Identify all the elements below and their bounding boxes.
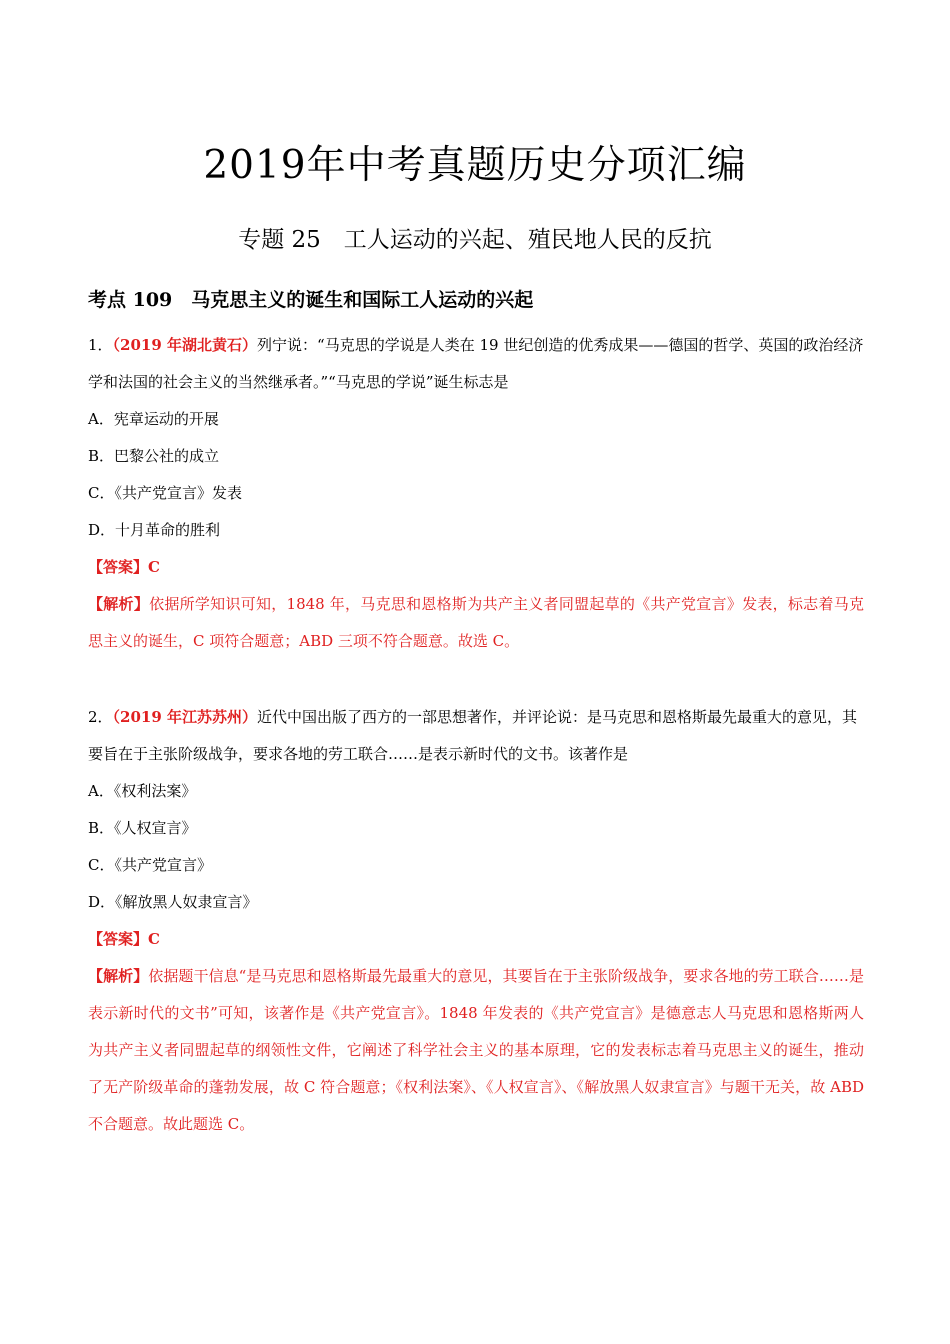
question-number: 1． xyxy=(88,336,113,354)
analysis xyxy=(88,958,864,1143)
answer xyxy=(88,549,864,586)
analysis xyxy=(88,586,864,660)
section-heading: 考点 109 马克思主义的诞生和国际工人运动的兴起 xyxy=(88,289,534,311)
question-source: （2019 年江苏苏州） xyxy=(112,708,258,726)
option-a: A．《权利法案》 xyxy=(88,782,197,800)
analysis-label: 【解析】 xyxy=(88,595,150,613)
answer-value: C xyxy=(148,558,160,576)
option-c: C．《共产党宣言》发表 xyxy=(88,484,242,502)
option-b: B．《人权宣言》 xyxy=(88,819,197,837)
option-c: C．《共产党宣言》 xyxy=(88,856,212,874)
topic-subtitle: 专题 25 工人运动的兴起、殖民地人民的反抗 xyxy=(238,227,712,253)
question-stem xyxy=(88,699,864,773)
analysis-text: 依据所学知识可知，1848 年，马克思和恩格斯为共产主义者同盟起草的《共产党宣言》发表，标志着马克思主义的诞生，C 项符合题意；ABD 三项不符合题意。故选 C。 xyxy=(88,595,864,650)
question-2 xyxy=(88,699,864,1143)
answer-value: C xyxy=(148,930,160,948)
option-d: D．十月革命的胜利 xyxy=(88,521,221,539)
document-title: 2019年中考真题历史分项汇编 xyxy=(203,143,747,188)
question-text: 列宁说：“马克思的学说是人类在 19 世纪创造的优秀成果——德国的哲学、英国的政治经济学和法国的社会主义的当然继承者。”“马克思的学说”诞生标志是 xyxy=(88,336,864,391)
question-stem xyxy=(88,327,864,401)
option-b: B．巴黎公社的成立 xyxy=(88,447,220,465)
option-d: D．《解放黑人奴隶宣言》 xyxy=(88,893,258,911)
answer xyxy=(88,921,864,958)
analysis-label: 【解析】 xyxy=(88,967,149,985)
question-1 xyxy=(88,327,864,660)
question-number: 2． xyxy=(88,708,113,726)
question-text: 近代中国出版了西方的一部思想著作，并评论说：是马克思和恩格斯最先最重大的意见，其要旨在于主张阶级战争，要求各地的劳工联合……是表示新时代的文书。该著作是 xyxy=(88,708,858,763)
analysis-text: 依据题干信息“是马克思和恩格斯最先最重大的意见，其要旨在于主张阶级战争，要求各地的劳工联合……是表示新时代的文书”可知，该著作是《共产党宣言》。1848 年发表的《共产党宣言》是德意志人马克思和恩格斯两人为共产主义者同盟起草的纲领性文件，它阐述了科学社会主义的基本原理，它的发表标志着马克思主义的诞生，推动了无产阶级革命的蓬勃发展，故 C 符合题意；《权利法案》、《人权宣言》、《解放黑人奴隶宣言》与题干无关，故 ABD 不合题意。故此题选 C。 xyxy=(88,967,864,1133)
question-source: （2019 年湖北黄石） xyxy=(112,336,258,354)
answer-label: 【答案】 xyxy=(88,930,149,948)
option-a: A．宪章运动的开展 xyxy=(88,410,219,428)
answer-label: 【答案】 xyxy=(88,558,149,576)
